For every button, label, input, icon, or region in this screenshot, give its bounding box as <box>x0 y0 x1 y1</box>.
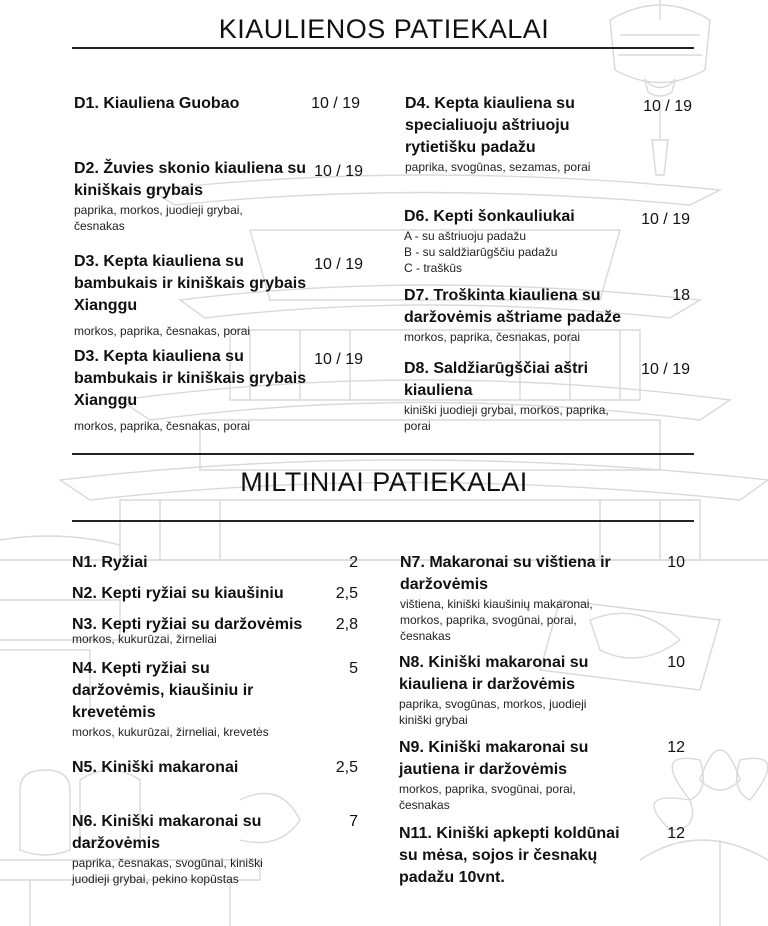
item-price: 10 / 19 <box>643 98 692 115</box>
item-name: D8. Saldžiarūgščiai aštri kiauliena <box>404 360 589 399</box>
menu-item-d7 <box>404 285 644 345</box>
item-name: D6. Kepti šonkauliukai <box>404 208 575 225</box>
menu-item-n1 <box>72 552 322 574</box>
divider-line <box>72 453 694 455</box>
menu-item-n3 <box>72 614 332 647</box>
section-title-pork: KIAULIENOS PATIEKALAI <box>218 14 550 44</box>
item-name: N1. Ryžiai <box>72 554 148 571</box>
item-price: 10 <box>667 654 685 671</box>
item-description: paprika, svogūnas, sezamas, porai <box>405 160 591 174</box>
item-price: 10 / 19 <box>311 95 360 112</box>
menu-item-n7 <box>400 552 625 644</box>
item-name: N11. Kiniški apkepti koldūnai su mėsa, sojos ir česnakų padažu 10vnt. <box>399 825 620 886</box>
item-price: 12 <box>667 825 685 842</box>
item-description: paprika, česnakas, svogūnai, kiniški juodieji grybai, pekino kopūstas <box>72 856 263 886</box>
item-description: A - su aštriuoju padažu B - su saldžiarūgščiu padažu C - traškūs <box>404 229 558 275</box>
item-price: 10 / 19 <box>314 256 363 273</box>
item-price: 12 <box>667 739 685 756</box>
item-price: 2,5 <box>335 585 358 602</box>
item-description: morkos, paprika, česnakas, porai <box>74 419 251 433</box>
item-price: 2 <box>349 554 358 571</box>
item-price: 10 / 19 <box>314 351 363 368</box>
item-description: paprika, svogūnas, morkos, juodieji kiniški grybai <box>399 697 587 727</box>
item-description: morkos, kukurūzai, žirneliai <box>72 632 217 646</box>
item-price: 10 / 19 <box>641 361 690 378</box>
item-name: N8. Kiniški makaronai su kiauliena ir daržovėmis <box>399 654 589 693</box>
menu-item-n11 <box>399 823 624 889</box>
menu-item-n9 <box>399 737 609 813</box>
menu-item-d6 <box>404 206 624 276</box>
item-price: 10 / 19 <box>641 211 690 228</box>
item-price: 10 / 19 <box>314 163 363 180</box>
item-description: morkos, paprika, česnakas, porai <box>404 330 581 344</box>
item-price: 2,8 <box>335 616 358 633</box>
item-name: D3. Kepta kiauliena su bambukais ir kiniškais grybais Xianggu <box>74 253 307 314</box>
item-name: N4. Kepti ryžiai su daržovėmis, kiaušiniu ir krevetėmis <box>72 660 254 721</box>
menu-item-n5 <box>72 757 322 779</box>
item-description: vištiena, kiniški kiaušinių makaronai, morkos, paprika, svogūnai, porai, česnakas <box>400 597 593 643</box>
menu-item-n4 <box>72 658 292 740</box>
item-price: 5 <box>349 660 358 677</box>
item-name: N7. Makaronai su vištiena ir daržovėmis <box>400 554 611 593</box>
item-name: D2. Žuvies skonio kiauliena su kiniškais grybais <box>74 160 307 199</box>
item-description: morkos, kukurūzai, žirneliai, krevetės <box>72 725 269 739</box>
item-description: kiniški juodieji grybai, morkos, paprika, porai <box>404 403 609 433</box>
item-price: 18 <box>672 287 690 304</box>
menu-item-d8 <box>404 358 629 434</box>
item-name: N3. Kepti ryžiai su daržovėmis <box>72 616 303 633</box>
item-price: 10 <box>667 554 685 571</box>
menu-item-d2 <box>74 158 309 234</box>
divider-line <box>72 520 694 522</box>
item-name: D1. Kiauliena Guobao <box>74 95 240 112</box>
item-name: D3. Kepta kiauliena su bambukais ir kiniškais grybais Xianggu <box>74 348 307 409</box>
item-name: N6. Kiniški makaronai su daržovėmis <box>72 813 262 852</box>
menu-item-d4 <box>405 93 615 175</box>
menu-item-n8 <box>399 652 609 728</box>
item-price: 7 <box>349 813 358 830</box>
menu-item-d3-duplicate <box>74 346 309 434</box>
menu-item-n2 <box>72 583 332 605</box>
item-description: paprika, morkos, juodieji grybai, česnakas <box>74 203 243 233</box>
item-name: D7. Troškinta kiauliena su daržovėmis aštriame padaže <box>404 287 621 326</box>
item-name: N5. Kiniški makaronai <box>72 759 239 776</box>
item-description: morkos, paprika, česnakas, porai <box>74 324 251 338</box>
item-price: 2,5 <box>335 759 358 776</box>
section-title-flour: MILTINIAI PATIEKALAI <box>240 467 528 497</box>
item-description: morkos, paprika, svogūnai, porai, česnakas <box>399 782 576 812</box>
menu-item-n6 <box>72 811 307 887</box>
menu-item-d3 <box>74 251 309 339</box>
item-name: D4. Kepta kiauliena su specialiuoju aštriuoju rytietišku padažu <box>405 95 575 156</box>
divider-line <box>72 47 694 49</box>
menu-item-d1 <box>74 93 304 115</box>
item-name: N9. Kiniški makaronai su jautiena ir daržovėmis <box>399 739 589 778</box>
item-name: N2. Kepti ryžiai su kiaušiniu <box>72 585 284 602</box>
